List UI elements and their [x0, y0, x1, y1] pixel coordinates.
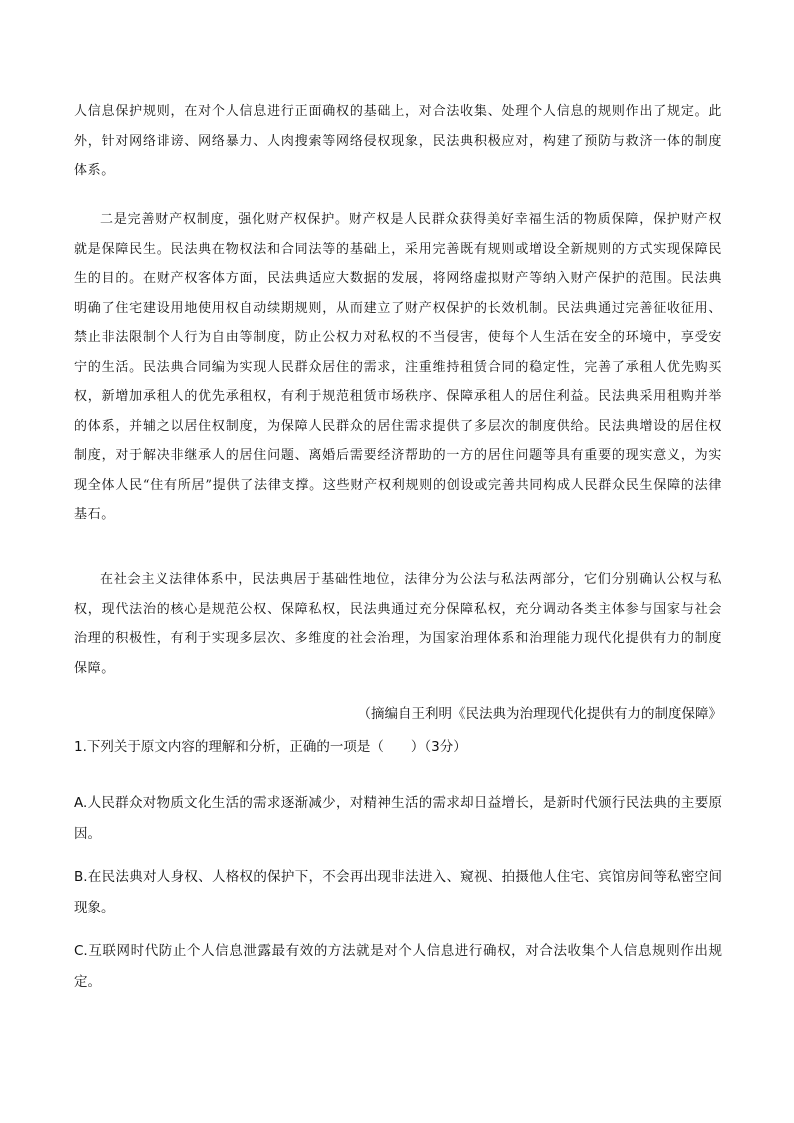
- question-stem: 1.下列关于原文内容的理解和分析，正确的一项是（ ）（3分）: [74, 739, 467, 755]
- passage-paragraph-property-rights: 二是完善财产权制度，强化财产权保护。财产权是人民群众获得美好幸福生活的物质保障，保护财产权就是保障民生。民法典在物权法和合同法等的基础上，采用完善既有规则或增设全新规则的方式实现保障民生的目的。在财产权客体方面，民法典适应大数据的发展，将网络虚拟财产等纳入财产保护的范围。民法典明确了住宅建设用地使用权自动续期规则，从而建立了财产权保护的长效机制。民法典通过完善征收征用、禁止非法限制个人行为自由等制度，防止公权力对私权的不当侵害，使每个人生活在安全的环境中，享受安宁的生活。民法典合同编为实现人民群众居住的需求，注重维持租赁合同的稳定性，完善了承租人优先购买权，新增加承租人的优先承租权，有利于规范租赁市场秩序、保障承租人的居住利益。民法典采用租购并举的体系，并辅之以居住权制度，为保障人民群众的居住需求提供了多层次的制度供给。民法典增设的居住权制度，对于解决非继承人的居住问题、离婚后需要经济帮助的一方的居住问题等具有重要的现实意义，为实现全体人民“住有所居”提供了法律支撑。这些财产权利规则的创设或完善共同构成人民群众民生保障的法律基石。: [74, 212, 722, 522]
- option-b: B.在民法典对人身权、人格权的保护下，不会再出现非法进入、窥视、拍摄他人住宅、宾馆房间等私密空间现象。: [74, 869, 722, 916]
- option-a: A.人民群众对物质文化生活的需求逐渐减少，对精神生活的需求却日益增长，是新时代颁行民法典的主要原因。: [74, 795, 722, 842]
- passage-paragraph-legal-system: 在社会主义法律体系中，民法典居于基础性地位，法律分为公法与私法两部分，它们分别确认公权与私权，现代法治的核心是规范公权、保障私权，民法典通过充分保障私权，充分调动各类主体参与国家与社会治理的积极性，有利于实现多层次、多维度的社会治理，为国家治理体系和治理能力现代化提供有力的制度保障。: [74, 572, 722, 676]
- passage-paragraph-continued: 人信息保护规则，在对个人信息进行正面确权的基础上，对合法收集、处理个人信息的规则作出了规定。此外，针对网络诽谤、网络暴力、人肉搜索等网络侵权现象，民法典积极应对，构建了预防与救济一体的制度体系。: [74, 104, 722, 178]
- passage-source: （摘编自王利明《民法典为治理现代化提供有力的制度保障》: [357, 706, 722, 722]
- option-c: C.互联网时代防止个人信息泄露最有效的方法就是对个人信息进行确权，对合法收集个人信息规则作出规定。: [74, 943, 722, 990]
